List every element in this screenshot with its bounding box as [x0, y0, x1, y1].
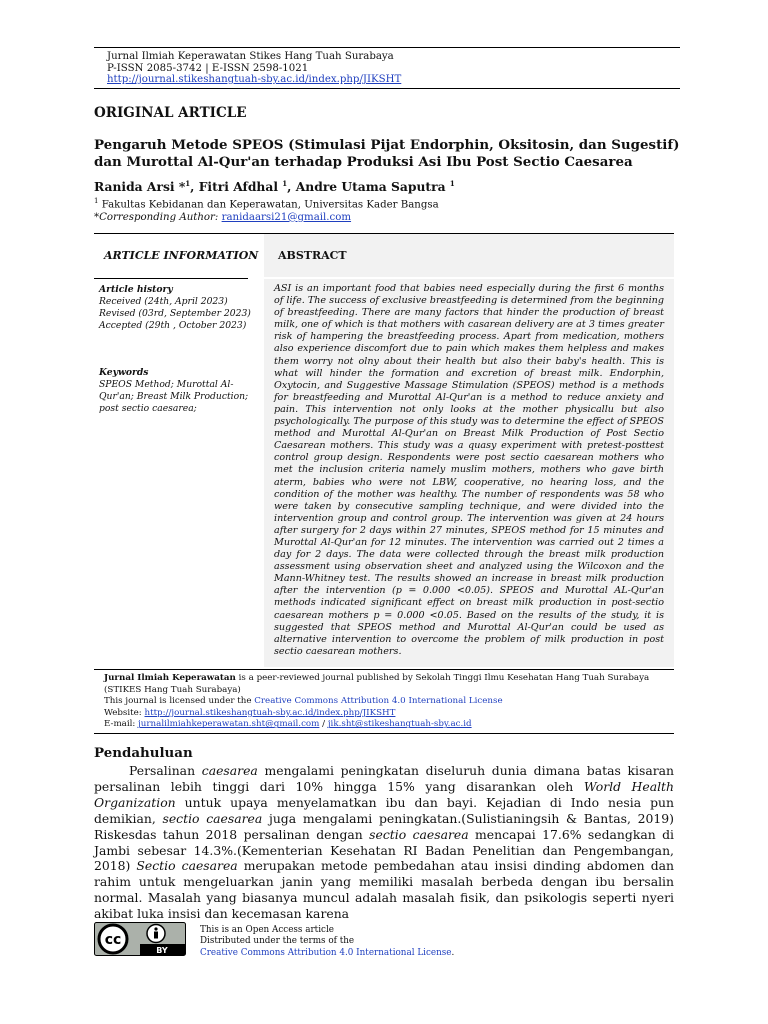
svg-text:BY: BY — [156, 946, 168, 955]
author-1: Ranida Arsi * — [94, 179, 186, 195]
email-link-1[interactable]: jurnalilmiahkeperawatan.sht@gmail.com — [138, 719, 320, 730]
abstract-text: ASI is an important food that babies need especially during the first 6 months of life. The success of exclusive breastfeeding is determined from the beginning of breastfeeding. There are many factors that hinder the production of breast milk, one of which is that mothers with casarean delivery are at 3 times greater risk of hampering the breastfeeding process. Apart from medication, mothers also experience discomfort due to pain which makes them helpless and makes them worry not olny about their health but also their baby's health. This is what will hinder the formation and excretion of breast milk. Endorphin, Oxytocin, and Suggestive Massage Stimulation (SPEOS) method is a methods for breastfeeding and Murottal Al-Qur'an is a method to reduce anxiety and pain. This intervention not only looks at the mother physicallu but also psychologically. The purpose of this study was to determine the effect of SPEOS method and Murottal Al-Qur'an on Breast Milk Production of Post Sectio Caesarean mothers. This study was a quasy experiment with pretest-posttest control group design. Respondents were post sectio caesarean mothers who met the inclusion criteria namely muslim mothers, mothers who gave birth aterm, babies who were not LBW, cooperative, no hearing loss, and the condition of the mother was healthy. The number of respondents was 58 who were taken by consecutive sampling technique, and were divided into the intervention group and control group. The intervention was given at 24 hours after surgery for 2 days within 27 minutes, SPEOS method for 15 minutes and Murottal Al-Qur'an for 12 minutes. The intervention was carried out 2 times a day for 2 days. The data were collected through the breast milk production assessment using observation sheet and analyzed using the Wilcoxon and the Mann-Whitney test. The results showed an increase in breast milk production after the intervention (p = 0.000 <0.05). SPEOS and Murottal AL-Qur'an methods indicated significant effect on breast milk production in post-sectio caesarean mothers p = 0.000 <0.05. Based on the results of the study, it is suggested that SPEOS method and Murottal Al-Qur'an could be used as alternative intervention to overcome the problem of milk production in post sectio caesarean mothers. — [274, 283, 664, 657]
header-top-rule — [94, 47, 680, 48]
footbox-top-rule — [94, 669, 674, 670]
received-date: Received (24th, April 2023) — [99, 296, 228, 307]
keywords-text: SPEOS Method; Murottal Al-Qur'an; Breast Milk Production; post sectio caesarea; — [99, 379, 249, 414]
section-heading-pendahuluan: Pendahuluan — [94, 745, 193, 761]
journal-header — [107, 51, 401, 86]
cc-license-link[interactable]: Creative Commons Attribution 4.0 International License — [200, 947, 452, 958]
license-link[interactable]: Creative Commons Attribution 4.0 International License — [254, 696, 503, 707]
footbox-bottom-rule — [94, 733, 674, 734]
accepted-date: Accepted (29th , October 2023) — [99, 320, 247, 331]
corresponding-email-link[interactable]: ranidaarsi21@gmail.com — [221, 211, 352, 223]
cc-by-logo — [94, 922, 186, 956]
cc-by-badge-icon — [94, 922, 186, 956]
corresponding-label: *Corresponding Author: — [94, 211, 222, 223]
author-2: , Fitri Afdhal — [190, 179, 283, 195]
keywords-block — [99, 367, 249, 415]
abstract-heading: ABSTRACT — [278, 249, 347, 262]
affiliation: $^1$ Fakultas Kebidanan dan Keperawatan, Universitas Kader Bangsa *Corresponding Author: ranidaarsi21@gmail.com — [94, 197, 439, 223]
email-link-2[interactable]: jik.sht@stikeshangtuah-sby.ac.id — [327, 719, 472, 730]
affiliation-text: Fakultas Kebidanan dan Keperawatan, Universitas Kader Bangsa — [101, 199, 439, 211]
journal-issn: P-ISSN 2085-3742 | E-ISSN 2598-1021 — [107, 62, 309, 74]
history-label: Article history — [99, 284, 173, 295]
author-list: Ranida Arsi *$^1$, Fitri Afdhal $^1$, Andre Utama Saputra $^1$ — [94, 179, 455, 195]
footbox-journal-name: Jurnal Ilmiah Keperawatan — [104, 673, 236, 683]
journal-url-link[interactable]: http://journal.stikeshangtuah-sby.ac.id/index.php/JIKSHT — [107, 74, 402, 86]
header-bottom-rule — [94, 88, 680, 89]
article-info-heading: ARTICLE INFORMATION — [104, 249, 259, 262]
intro-paragraph: Persalinan caesarea mengalami peningkatan diseluruh dunia dimana batas kisaran persalinan lebih tinggi dari 10% hingga 15% yang disarankan oleh World Health Organization untuk upaya menyelamatkan ibu dan bayi. Kejadian di Indo nesia pun demikian, sectio caesarea juga mengalami peningkatan.(Sulistianingsih & Bantas, 2019) Riskesdas tahun 2018 persalinan dengan sectio caesarea mencapai 17.6% sedangkan di Jambi sebesar 14.3%.(Kementerian Kesehatan RI Badan Penelitian dan Pengembangan, 2018) Sectio caesarea merupakan metode pembedahan atau insisi dinding abdomen dan rahim untuk mengeluarkan janin yang memiliki masalah berbeda dengan ibu bersalin normal. Masalah yang biasanya muncul adalah masalah fisik, dan psikologis seperti nyeri akibat luka insisi dan kecemasan karena — [94, 763, 675, 922]
website-link[interactable]: http://journal.stikeshangtuah-sby.ac.id/index.php/JIKSHT — [144, 707, 396, 718]
article-title: Pengaruh Metode SPEOS (Stimulasi Pijat Endorphin, Oksitosin, dan Sugestif) dan Murottal Al-Qur'an terhadap Produksi Asi Ibu Post Sectio Caesarea — [94, 137, 680, 170]
journal-name: Jurnal Ilmiah Keperawatan Stikes Hang Tuah Surabaya — [107, 51, 394, 62]
info-heading-rule — [94, 278, 248, 279]
keywords-label: Keywords — [99, 367, 149, 378]
open-access-note: This is an Open Access article Distributed under the terms of the Creative Commons Attribution 4.0 International License. — [200, 925, 455, 958]
article-history — [99, 284, 251, 332]
revised-date: Revised (03rd, September 2023) — [99, 308, 251, 319]
author-3: , Andre Utama Saputra — [287, 179, 450, 195]
journal-info-box: Jurnal Ilmiah Keperawatan is a peer-reviewed journal published by Sekolah Tinggi Ilmu Kesehatan Hang Tuah Surabaya (STIKES Hang Tuah Surabaya) This journal is licensed under the Creative Commons Attribution 4.0 International License Website: http://journal.stikeshangtuah-sby.ac.id/index.php/JIKSHT E-mail: jurnalilmiahkeperawatan.sht@gmail.com / jik.sht@stikeshangtuah-sby.ac.id — [104, 673, 650, 730]
article-type: ORIGINAL ARTICLE — [94, 105, 247, 121]
svg-text:cc: cc — [104, 932, 122, 948]
